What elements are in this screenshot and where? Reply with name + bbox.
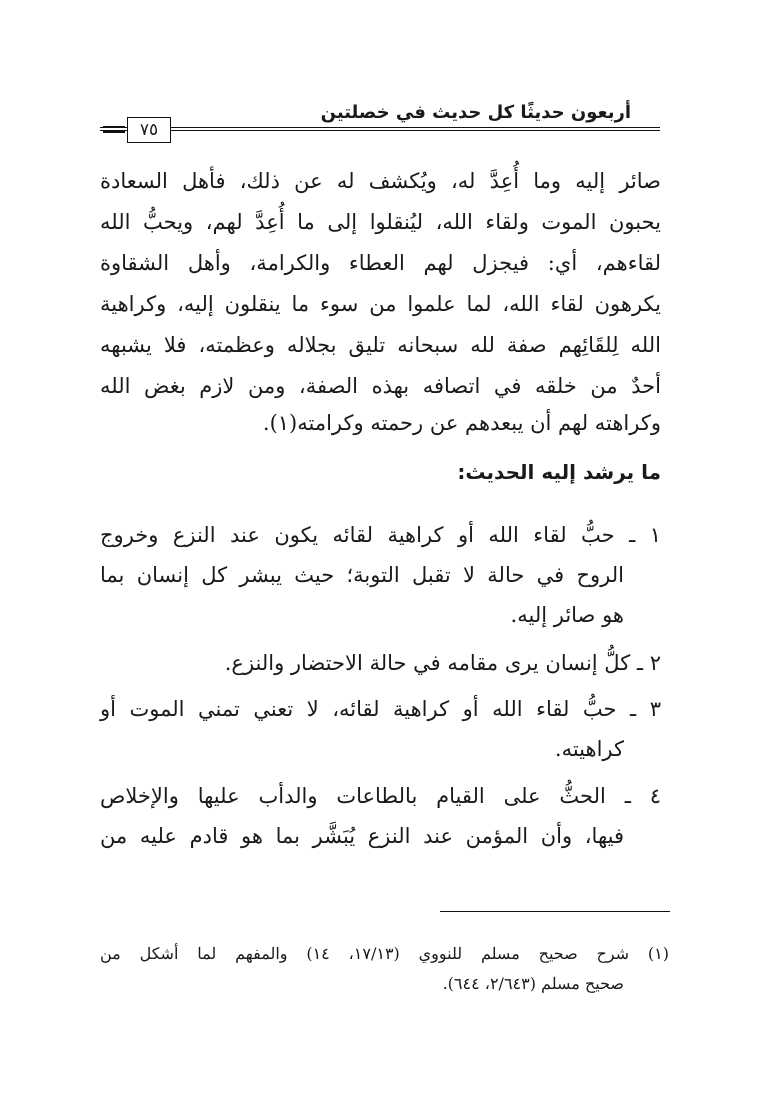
page-number: ٧٥ <box>127 117 171 143</box>
list-item-1-cont: الروح في حالة لا تقبل التوبة؛ حيث يبشر كل إنسان بما <box>100 563 624 587</box>
list-item-4: ٤ ـ الحثُّ على القيام بالطاعات والدأب عليها والإخلاص <box>100 784 661 808</box>
header-rule-bottom <box>100 130 660 131</box>
list-item-1: ١ ـ حبُّ لقاء الله أو كراهية لقائه يكون عند النزع وخروج <box>100 523 661 547</box>
section-title: ما يرشد إليه الحديث: <box>457 460 661 484</box>
header-dash-bottom <box>103 131 125 133</box>
list-item-4-cont: فيها، وأن المؤمن عند النزع يُبَشَّر بما هو قادم عليه من <box>100 824 624 848</box>
footnote-divider <box>440 911 670 912</box>
body-line: وكراهته لهم أن يبعدهم عن رحمته وكرامته(١). <box>262 411 661 435</box>
list-item-1-cont: هو صائر إليه. <box>510 603 624 627</box>
header-title: أربعون حديثًا كل حديث في خصلتين <box>320 102 631 123</box>
body-line: يكرهون لقاء الله، لما علموا من سوء ما ينقلون إليه، وكراهية <box>100 292 661 316</box>
list-item-3: ٣ ـ حبُّ لقاء الله أو كراهية لقائه، لا تعني تمني الموت أو <box>100 697 661 721</box>
footnote-line: (١) شرح صحيح مسلم للنووي (١٧/١٣، ١٤) والمفهم لما أشكل من <box>100 944 670 963</box>
list-item-3-cont: كراهيته. <box>554 737 624 761</box>
footnote-line: صحيح مسلم (٢/٦٤٣، ٦٤٤). <box>442 974 624 993</box>
body-line: الله لِلقَائِهم صفة لله سبحانه تليق بجلاله وعظمته، فلا يشبهه <box>100 333 661 357</box>
header-dash-top <box>103 126 125 128</box>
body-line: صائر إليه وما أُعِدَّ له، ويُكشف له عن ذلك، فأهل السعادة <box>100 169 661 193</box>
body-line: لقاءهم، أي: فيجزل لهم العطاء والكرامة، وأهل الشقاوة <box>100 251 661 275</box>
body-line: أحدٌ من خلقه في اتصافه بهذه الصفة، ومن لازم بغض الله <box>100 374 661 398</box>
list-item-2: ٢ ـ كلُّ إنسان يرى مقامه في حالة الاحتضار والنزع. <box>224 651 661 675</box>
header-rule-top <box>100 127 660 128</box>
body-line: يحبون الموت ولقاء الله، ليُنقلوا إلى ما أُعِدَّ لهم، ويحبُّ الله <box>100 210 661 234</box>
